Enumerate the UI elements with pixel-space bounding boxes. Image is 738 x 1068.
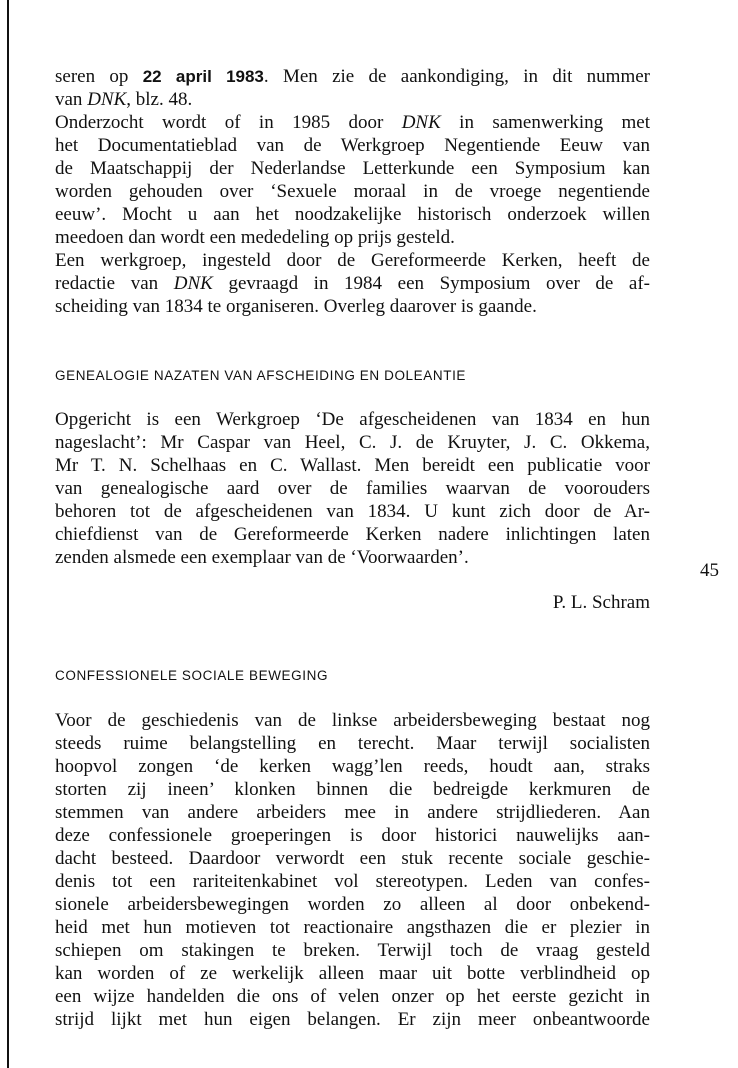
text-line: eeuw’. Mocht u aan het noodzakelijke historisch onderzoek willen	[55, 204, 650, 225]
text-line: strijd lijkt met hun eigen belangen. Er zijn meer onbeantwoorde	[55, 1009, 650, 1030]
text-line: deze confessionele groeperingen is door historici nauwelijks aan-	[55, 825, 650, 846]
left-margin-rule	[7, 0, 9, 1068]
text-line: redactie van DNK gevraagd in 1984 een Symposium over de af-	[55, 273, 650, 294]
text-line: een wijze handelden die ons of velen onzer op het eerste gezicht in	[55, 986, 650, 1007]
text-line: hoopvol zongen ‘de kerken wagg’len reeds, houdt aan, straks	[55, 756, 650, 777]
text-line: storten zij ineen’ klonken binnen die bedreigde kerkmuren de	[55, 779, 650, 800]
text-line: heid met hun motieven tot reactionaire angsthazen die er plezier in	[55, 917, 650, 938]
text-line: denis tot een rariteitenkabinet vol stereotypen. Leden van confes-	[55, 871, 650, 892]
text-line: meedoen dan wordt een mededeling op prijs gesteld.	[55, 227, 455, 248]
text-line: scheiding van 1834 te organiseren. Overleg daarover is gaande.	[55, 296, 537, 317]
text-line: worden gehouden over ‘Sexuele moraal in de vroege negentiende	[55, 181, 650, 202]
text-line: kan worden of ze werkelijk alleen maar uit botte verblindheid op	[55, 963, 650, 984]
text-line: Voor de geschiedenis van de linkse arbeidersbeweging bestaat nog	[55, 710, 650, 731]
text-line: de Maatschappij der Nederlandse Letterkunde een Symposium kan	[55, 158, 650, 179]
section-heading: CONFESSIONELE SOCIALE BEWEGING	[55, 668, 329, 683]
text-line: sionele arbeidersbewegingen worden zo alleen al door onbekend-	[55, 894, 650, 915]
text-line: het Documentatieblad van de Werkgroep Negentiende Eeuw van	[55, 135, 650, 156]
text-line: Onderzocht wordt of in 1985 door DNK in samenwerking met	[55, 112, 651, 133]
text-line: van DNK, blz. 48.	[55, 89, 193, 110]
text-line: zenden alsmede een exemplaar van de ‘Voorwaarden’.	[55, 547, 469, 568]
text-line: behoren tot de afgescheidenen van 1834. U kunt zich door de Ar-	[55, 501, 650, 522]
section-heading: GENEALOGIE NAZATEN VAN AFSCHEIDING EN DOLEANTIE	[55, 368, 467, 383]
journal-abbrev: DNK	[87, 89, 127, 110]
journal-abbrev: DNK	[401, 112, 441, 133]
text-line: schiepen om stakingen te breken. Terwijl toch de vraag gesteld	[55, 940, 650, 961]
page-number: 45	[700, 560, 719, 581]
text-line: steeds ruime belangstelling en terecht. Maar terwijl socialisten	[55, 733, 650, 754]
text-line: dacht besteed. Daardoor verwordt een stuk recente sociale geschie-	[55, 848, 650, 869]
journal-abbrev: DNK	[173, 273, 213, 294]
text-line: Mr T. N. Schelhaas en C. Wallast. Men bereidt een publicatie voor	[55, 455, 650, 476]
text-line: Een werkgroep, ingesteld door de Gereformeerde Kerken, heeft de	[55, 250, 650, 271]
date-emphasis: 22 april 1983	[142, 67, 264, 86]
author-signature: P. L. Schram	[552, 592, 650, 613]
text-line: van genealogische aard over de families waarvan de voorouders	[55, 478, 650, 499]
text-line: stemmen van andere arbeiders mee in andere strijdliederen. Aan	[55, 802, 650, 823]
text-line: Opgericht is een Werkgroep ‘De afgescheidenen van 1834 en hun	[55, 409, 650, 430]
text-line: nageslacht’: Mr Caspar van Heel, C. J. de Kruyter, J. C. Okkema,	[55, 432, 650, 453]
text-line: seren op 22 april 1983. Men zie de aankondiging, in dit nummer	[55, 66, 651, 87]
text-line: chiefdienst van de Gereformeerde Kerken nadere inlichtingen laten	[55, 524, 650, 545]
